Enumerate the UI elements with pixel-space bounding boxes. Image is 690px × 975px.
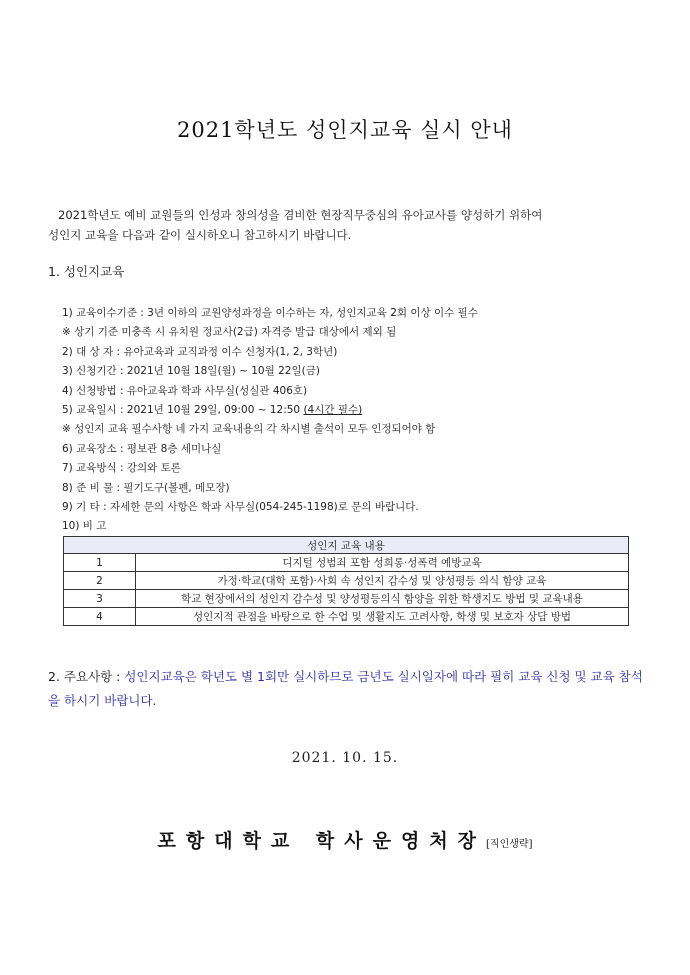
table-header-row — [64, 537, 629, 554]
item-method: 7) 교육방식 : 강의와 토론 — [62, 462, 181, 475]
item-education-datetime — [62, 401, 642, 420]
row-content: 학교 현장에서의 성인지 감수성 및 양성평등의식 함양을 위한 학생지도 방법 및 교육내용 — [136, 590, 629, 608]
row-content: 성인지적 관점을 바탕으로 한 수업 및 생활지도 고려사항, 학생 및 보호자 상담 방법 — [136, 608, 629, 626]
row-number: 4 — [64, 608, 136, 626]
education-content-table — [63, 536, 629, 626]
row-number: 1 — [64, 554, 136, 572]
item-application-method: 4) 신청방법 : 유아교육과 학과 사무실(성실관 406호) — [62, 384, 308, 397]
section-1-heading: 1. 성인지교육 — [48, 264, 125, 279]
item-supplies: 8) 준 비 물 : 필기도구(볼펜, 메모장) — [62, 481, 230, 494]
row-number: 2 — [64, 572, 136, 590]
note-attendance-requirement: ※ 성인지 교육 필수사항 네 가지 교육내용의 각 차시별 출석이 모두 인정되어야 함 — [62, 423, 436, 436]
seal-omitted-note: [직인생략] — [486, 839, 533, 850]
issuer-signature — [0, 826, 690, 853]
table-row — [64, 554, 629, 572]
document-date: 2021. 10. 15. — [291, 750, 399, 766]
intro-paragraph — [48, 205, 658, 245]
row-content: 가정·학교(대학 포함)·사회 속 성인지 감수성 및 양성평등 의식 함양 교육 — [136, 572, 629, 590]
row-number: 3 — [64, 590, 136, 608]
table-header: 성인지 교육 내용 — [64, 537, 629, 554]
item-location: 6) 교육장소 : 평보관 8층 세미나실 — [62, 442, 222, 455]
notice-text: 성인지교육은 학년도 별 1회만 실시하므로 금년도 실시일자에 따라 필히 교육 신청 및 교육 참석을 하시기 바랍니다. — [48, 669, 643, 708]
required-hours-note: (4시간 필수) — [303, 404, 363, 417]
item-remarks: 10) 비 고 — [62, 520, 107, 533]
key-notice — [48, 665, 648, 713]
intro-line-1: 2021학년도 예비 교원들의 인성과 창의성을 겸비한 현장직무중심의 유아교사를 양성하기 위하여 — [58, 208, 543, 222]
row-content: 디지털 성범죄 포함 성희롱·성폭력 예방교육 — [136, 554, 629, 572]
item-target: 2) 대 상 자 : 유아교육과 교직과정 이수 신청자(1, 2, 3학년) — [62, 345, 338, 358]
item-application-period: 3) 신청기간 : 2021년 10월 18일(월) ~ 10월 22일(금) — [62, 365, 320, 378]
item-other: 9) 기 타 : 자세한 문의 사항은 학과 사무실(054-245-1198)로 문의 바랍니다. — [62, 501, 419, 514]
education-datetime-text: 5) 교육일시 : 2021년 10월 29일, 09:00 ~ 12:50 — [62, 404, 304, 417]
item-completion-criteria: 1) 교육이수기준 : 3년 이하의 교원양성과정을 이수하는 자, 성인지교육 2회 이상 이수 필수 — [62, 307, 478, 319]
issuer-name: 포항대학교 학사운영처장 — [157, 830, 487, 852]
note-certificate-exclusion: ※ 상기 기준 미충족 시 유치원 정교사(2급) 자격증 발급 대상에서 제외 됨 — [62, 326, 397, 339]
table-row — [64, 572, 629, 590]
table-row — [64, 590, 629, 608]
table-row — [64, 608, 629, 626]
education-details-list — [62, 304, 642, 537]
intro-line-2: 성인지 교육을 다음과 같이 실시하오니 참고하시기 바랍니다. — [48, 228, 352, 242]
document-title: 2021학년도 성인지교육 실시 안내 — [177, 118, 513, 142]
notice-label: 2. 주요사항 : — [48, 669, 125, 684]
